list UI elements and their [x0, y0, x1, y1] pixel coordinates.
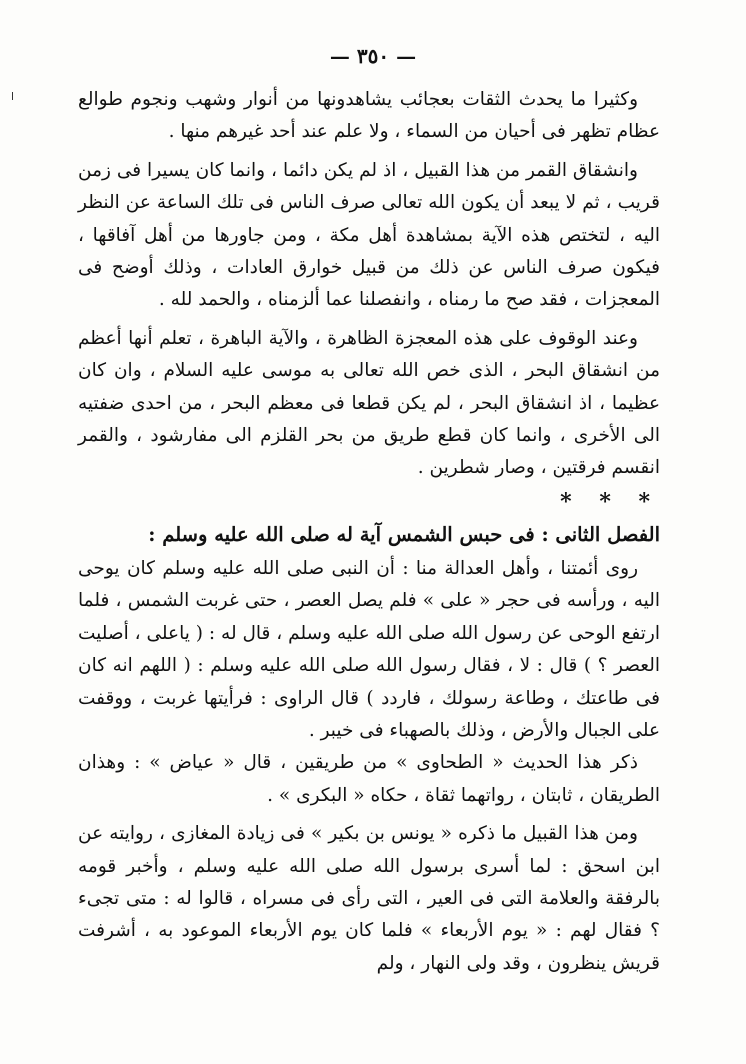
paragraph-meteors: وكثيرا ما يحدث الثقات بعجائب يشاهدونها من أنوار وشهب ونجوم طوالع عظام تظهر فى أحيان من السماء ، ولا علم عند أحد غيرهم منها . — [78, 89, 660, 143]
page-text-body — [78, 84, 660, 980]
paragraph-sea-splitting: وعند الوقوف على هذه المعجزة الظاهرة ، والآية الباهرة ، تعلم أنها أعظم من انشقاق البحر ، الذى خص الله تعالى به موسى عليه السلام ، وان كان عظيما ، اذ انشقاق البحر ، لم يكن قطعا فى معظم البحر ، من احدى ضفتيه الى الأخرى ، وانما كان قطع طريق من بحر القلزم الى مفارشود ، والقمر انقسم فرقتين ، وصار شطرين . — [78, 327, 660, 479]
paragraph-hadith-sun: روى أئمتنا ، وأهل العدالة منا : أن النبى صلى الله عليه وسلم كان يوحى اليه ، ورأسه فى حجر « على » فلم يصل العصر ، حتى غربت الشمس ، فلما ارتفع الوحى عن رسول الله صلى الله عليه وسلم ، قال له : ( ياعلى ، أصليت العصر ؟ ) قال : لا ، فقال رسول الله صلى الله عليه وسلم : ( اللهم انه كان فى طاعتك ، وطاعة رسولك ، فاردد ) قال الراوى : فرأيتها غربت ، ووقفت على الجبال والأرض ، وذلك بالصهباء فى خيبر . — [78, 557, 660, 741]
paragraph-moon-splitting: وانشقاق القمر من هذا القبيل ، اذ لم يكن دائما ، وانما كان يسيرا فى زمن قريب ، ثم لا يبعد أن يكون الله تعالى صرف الناس فى تلك الساعة عن النظر اليه ، لتختص هذه الآية بمشاهدة أهل مكة ، ومن جاورها من أهل آفاقها ، فيكون صرف الناس عن ذلك من قبيل خوارق العادات ، وذلك أوضح فى المعجزات ، فقد صح ما رمناه ، وانفصلنا عما ألزمناه ، والحمد لله . — [78, 159, 660, 311]
paragraph-tahawi: ذكر هذا الحديث « الطحاوى » من طريقين ، قال « عياض » : وهذان الطريقان ، ثابتان ، رواتهما ثقاة ، حكاه « البكرى » . — [78, 752, 660, 806]
section-separator: * * * — [560, 488, 660, 515]
page-number: — ٣٥٠ — — [329, 44, 417, 68]
section-heading: الفصل الثانى : فى حبس الشمس آية له صلى الله عليه وسلم : — [148, 522, 660, 546]
paragraph-yunus-bin-bukair: ومن هذا القبيل ما ذكره « يونس بن بكير » فى زيادة المغازى ، روايته عن ابن اسحق : لما أسرى برسول الله صلى الله عليه وسلم ، وأخبر قومه بالرفقة والعلامة التى فى العير ، التى رأى فى مسراه ، قالوا له : متى تجىء ؟ فقال لهم : « يوم الأربعاء » فلما كان يوم الأربعاء الموعود به ، أشرفت قريش ينظرون ، وقد ولى النهار ، ولم — [78, 823, 660, 974]
margin-mark — [12, 92, 13, 100]
